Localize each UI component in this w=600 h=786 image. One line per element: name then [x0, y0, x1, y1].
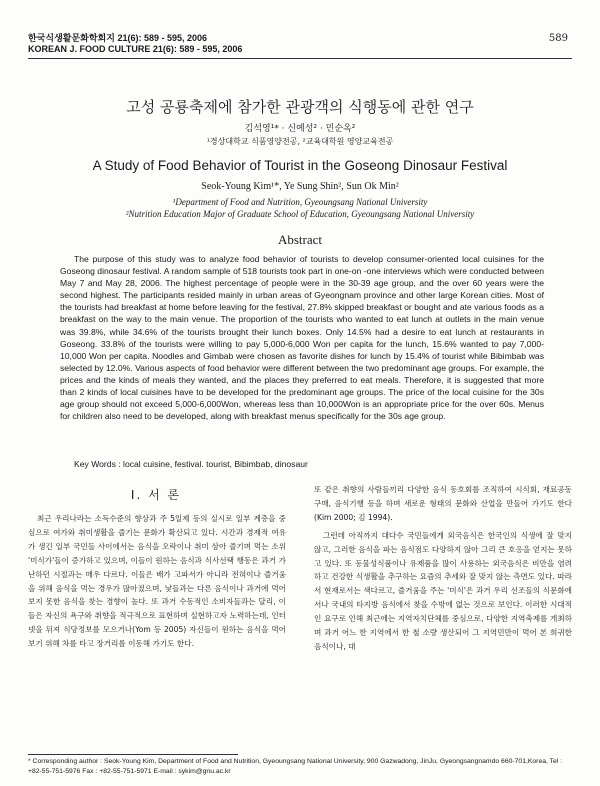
english-authors: Seok-Young Kim¹*, Ye Sung Shin², Sun Ok Min² [201, 181, 399, 192]
page-number: 589 [548, 33, 568, 44]
right-column-paragraph-2: 그런데 아직까지 대다수 국민들에게 외국음식은 한국인의 식생에 잘 맞지 않고, 그러한 음식을 파는 음식점도 다양하지 않아 그리 큰 호응을 얻지는 못하고 있다. 또 동물성식품이나 유제품을 많이 사용하는 외국음식은 비만을 염려하고 건강한 식생활을 추구하는 요즘의 추세와 잘 맞지 않는 측면도 있다. 따라서 현재로서는 색다르고, 즐거움을 주는 '미식'은 과거 우리 선조들의 식문화에서나 국내의 타지방 음식에서 찾을 수밖에 없는 것으로 보인다. 이러한 시대적인 요구로 인해 최근에는 지역자치단체를 중심으로, 다양한 지역축제를 개최하며 과거 어느 한 지역에서 한 철 소량 생산되어 그 지역민만이 먹어 본 희귀한 음식이나, 대 [314, 530, 572, 651]
english-affiliation-2: ²Nutrition Education Major of Graduate School of Education, Gyeoungsang National University [125, 209, 475, 219]
section-heading-introduction: I. 서 론 [130, 488, 182, 502]
abstract-text: The purpose of this study was to analyze food behavior of tourists to develop consumer-oriented local cuisines for the Goseong dinosaur festival. A random sample of 518 tourists took part in one-on -one interviews which were conducted between May 7 and May 28, 2006. The highest percentage of people were in the 30-39 age group, and the over 60 years were the second highest. The participants resided mainly in urban areas of Gyeongnam province and other large Korean cities. Most of the tourists had breakfast at home before leaving for the festival, 27.8% skipped breakfast or bought and ate various foods as a breakfast on the way to the main venue. The proportion of the tourists who wanted to eat lunch at outlets in the main venue was 39.8%, while 34.6% of the tourists brought their lunch boxes. Only 14.5% had a desire to eat lunch at restaurants in Goseong. 33.8% of the tourists were willing to pay 5,000-6,000 Won per capita for the lunch, 15.6% wanted to pay 7,000-10,000 Won per capita. Noodles and Gimbab were chosen as favorite dishes for lunch by 15.4% of tourist while Bibimbab was selected by 12.0%. Various aspects of food behavior were different between the two predominant age groups. For example, the prices and the kinds of meals they wanted, and the places they preferred to eat meals. Therefore, it is suggested that more than 2 kinds of local cuisines have to be developed for the predominant age groups. The price of the local cuisine for the 30s age group should not exceed 5,000-6,000Won, whereas less than 10,000Won is an appropriate price for the over 60s. Menus for children also need to be developed, along with breakfast menus specifically for the 30s age group. [60, 254, 544, 422]
abstract-heading: Abstract [277, 232, 323, 247]
footnote-rule [28, 754, 238, 755]
korean-title: 고성 공룡축제에 참가한 관광객의 식행동에 관한 연구 [126, 98, 474, 116]
journal-citation [28, 33, 242, 55]
introduction-left-column: 최근 우리나라는 소득수준의 향상과 주 5일제 등의 실시로 일부 계층을 중심으로 여가와 취미생활을 즐기는 문화가 확산되고 있다. 시간과 경제적 여유가 생긴 일부 국민들 사이에서는 음식을 오락이나 취미 삼아 즐기며 먹는 소위 '미식가'들이 증가하고 있으며, 이들이 원하는 음식과 식사선택 행동은 과거 가난하던 시절과는 매우 다르다. 이들은 배가 고파서가 아니라 전혀이나 즐거움을 위해 음식을 먹는 경우가 많아졌으며, 낯들과는 다른 음식이나 과거에 먹어보지 못한 음식을 찾는 경향이 높다. 또 과거 수동적인 소비자들과는 달리, 이들은 자신의 욕구와 취향을 적극적으로 표현하며 실현하고자 노력하는데, 인터넷을 뒤져 식당정보를 모으거나(Yom 등 2005) 자신들이 원하는 음식을 먹어보기 위해 차를 타고 장거리를 이동해 가기도 한다. [28, 514, 286, 649]
korean-authors: 김석영¹* · 신예성² · 민순옥² [244, 124, 356, 134]
header-rule [28, 58, 572, 59]
english-title: A Study of Food Behavior of Tourist in the Goseong Dinosaur Festival [92, 158, 508, 173]
journal-name-english: KOREAN J. FOOD CULTURE 21(6): 589 - 595, 2006 [28, 44, 243, 54]
english-affiliation-1: ¹Department of Food and Nutrition, Gyeoungsang National University [172, 197, 428, 207]
keywords: Key Words : local cuisine, festival. tourist, Bibimbab, dinosaur [74, 459, 308, 469]
corresponding-author-footnote: * Corresponding author : Seok-Young Kim, Department of Food and Nutrition, Gyeoungsang National University, 900 Gazwadong, JinJu, Gyeongsangnamdo 660-701,Korea, Tel : +82-55-751-5976 Fax : +82-55-751-5971 E-mail : sykim@gnu.ac.kr [28, 758, 563, 775]
right-column-paragraph-1: 또 같은 취향의 사람들끼리 다양한 음식 동호회를 조직하여 시식회, 재료공동구매, 음식기행 등을 하며 새로운 형태의 문화와 산업을 만들어 가기도 한다(Kim 2000; 김 1994). [314, 485, 572, 522]
korean-affiliations: ¹경상대학교 식품영양전공, ²교육대학원 영양교육전공 [206, 137, 394, 146]
journal-name-korean: 한국식생활문화학회지 21(6): 589 - 595, 2006 [28, 33, 208, 43]
introduction-right-column [314, 483, 572, 654]
